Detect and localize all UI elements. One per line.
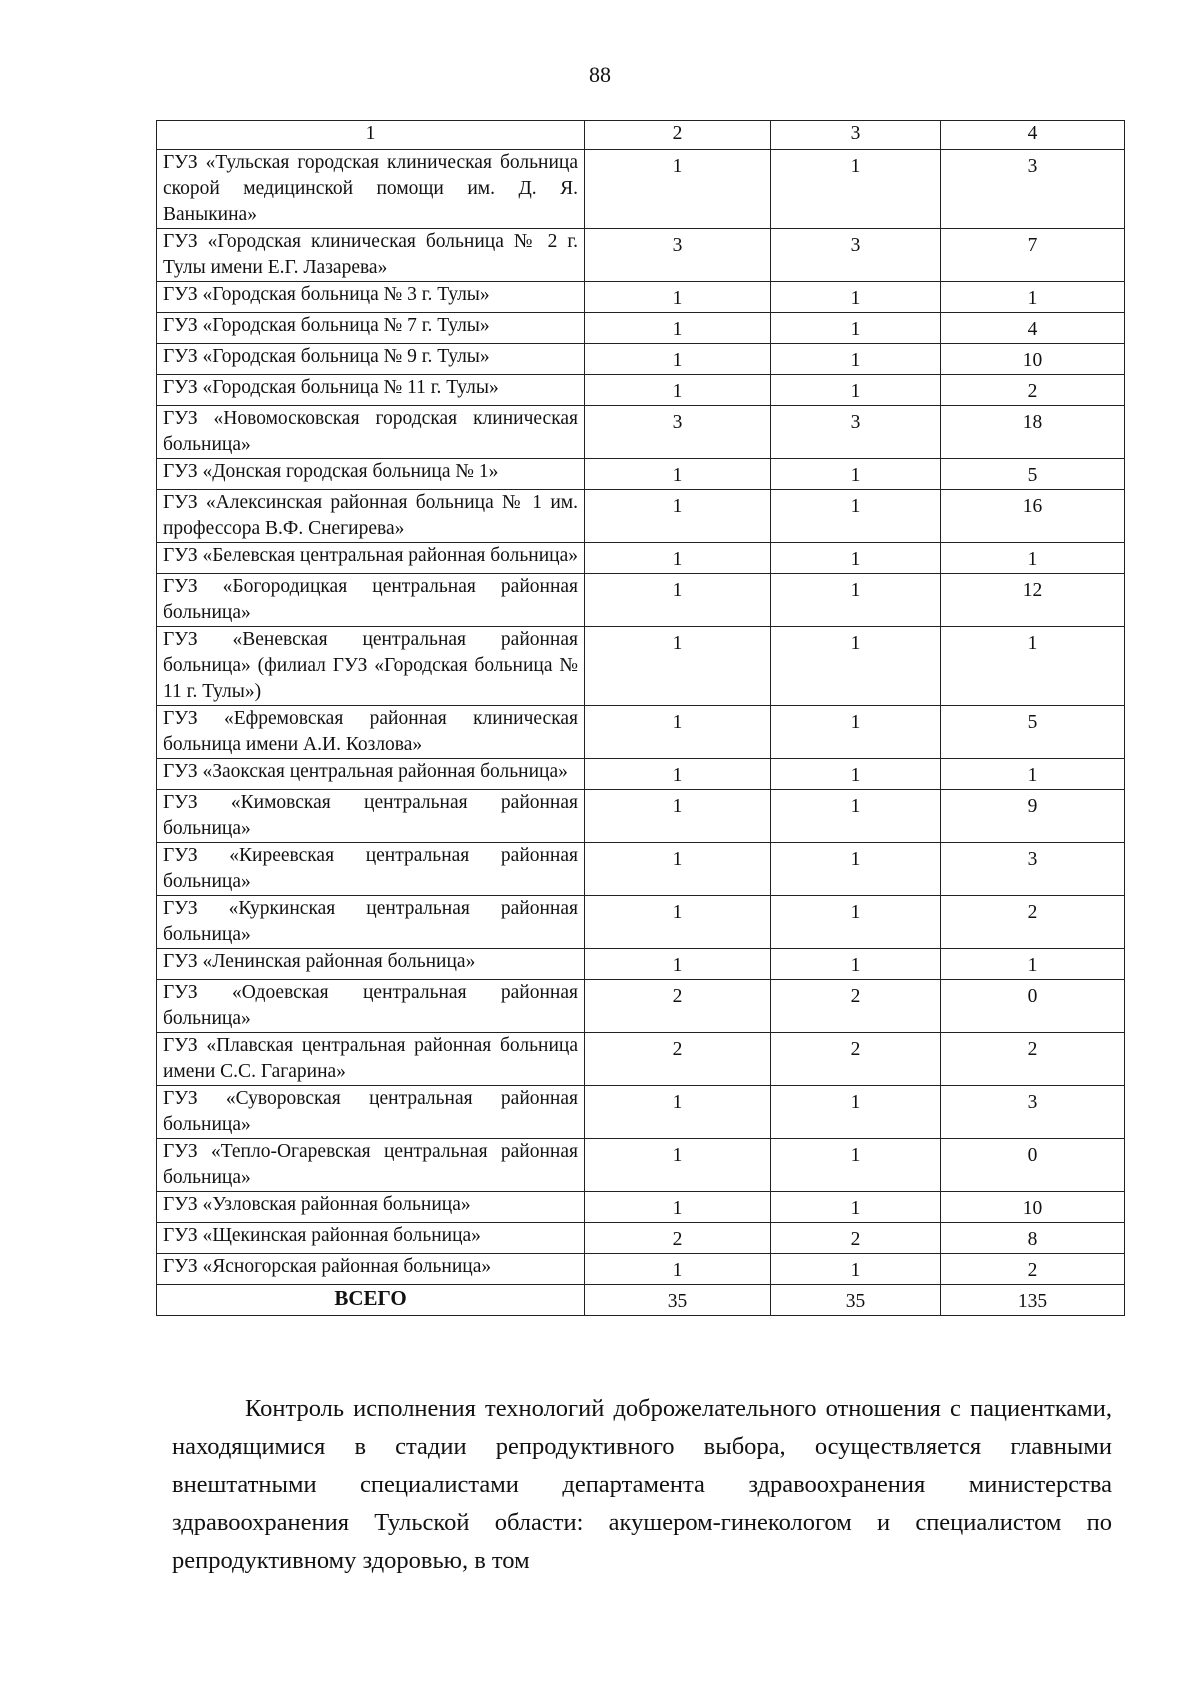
value-cell-2: 1 <box>585 843 771 896</box>
table-row <box>157 790 1125 843</box>
hospital-name-cell: ГУЗ «Киреевская центральная районная больница» <box>157 843 585 896</box>
value-cell-2: 1 <box>585 627 771 706</box>
value-cell-2: 1 <box>585 1254 771 1285</box>
hospital-name-cell: ГУЗ «Городская больница № 3 г. Тулы» <box>157 282 585 313</box>
value-cell-3: 1 <box>771 313 941 344</box>
value-cell-4: 12 <box>941 574 1125 627</box>
value-cell-2: 1 <box>585 1086 771 1139</box>
hospital-name-cell: ГУЗ «Донская городская больница № 1» <box>157 459 585 490</box>
hospital-name-cell: ГУЗ «Белевская центральная районная больница» <box>157 543 585 574</box>
table-row <box>157 1254 1125 1285</box>
value-cell-3: 1 <box>771 627 941 706</box>
table-row <box>157 1139 1125 1192</box>
value-cell-2: 1 <box>585 282 771 313</box>
value-cell-2: 1 <box>585 459 771 490</box>
hospital-name-cell: ГУЗ «Ефремовская районная клиническая больница имени А.И. Козлова» <box>157 706 585 759</box>
hospital-name-cell: ГУЗ «Суворовская центральная районная больница» <box>157 1086 585 1139</box>
value-cell-4: 0 <box>941 1139 1125 1192</box>
table-row <box>157 1223 1125 1254</box>
header-cell-2: 2 <box>585 121 771 150</box>
value-cell-4: 2 <box>941 375 1125 406</box>
hospital-name-cell: ГУЗ «Щекинская районная больница» <box>157 1223 585 1254</box>
hospital-name-cell: ГУЗ «Заокская центральная районная больница» <box>157 759 585 790</box>
value-cell-4: 1 <box>941 627 1125 706</box>
hospital-name-cell: ГУЗ «Ясногорская районная больница» <box>157 1254 585 1285</box>
value-cell-4: 3 <box>941 150 1125 229</box>
value-cell-4: 16 <box>941 490 1125 543</box>
header-cell-3: 3 <box>771 121 941 150</box>
value-cell-2: 1 <box>585 543 771 574</box>
table-row <box>157 375 1125 406</box>
value-cell-4: 0 <box>941 980 1125 1033</box>
table-row <box>157 1086 1125 1139</box>
value-cell-2: 2 <box>585 1033 771 1086</box>
value-cell-2: 1 <box>585 759 771 790</box>
value-cell-2: 3 <box>585 229 771 282</box>
value-cell-3: 1 <box>771 790 941 843</box>
table-row <box>157 229 1125 282</box>
value-cell-3: 1 <box>771 150 941 229</box>
table-row <box>157 543 1125 574</box>
value-cell-4: 1 <box>941 543 1125 574</box>
hospital-name-cell: ГУЗ «Узловская районная больница» <box>157 1192 585 1223</box>
value-cell-4: 3 <box>941 1086 1125 1139</box>
table-row <box>157 574 1125 627</box>
value-cell-4: 10 <box>941 344 1125 375</box>
value-cell-2: 3 <box>585 406 771 459</box>
value-cell-3: 1 <box>771 949 941 980</box>
value-cell-4: 9 <box>941 790 1125 843</box>
hospital-name-cell: ГУЗ «Городская больница № 11 г. Тулы» <box>157 375 585 406</box>
value-cell-4: 1 <box>941 949 1125 980</box>
value-cell-2: 1 <box>585 375 771 406</box>
table-row <box>157 313 1125 344</box>
value-cell-4: 2 <box>941 1254 1125 1285</box>
value-cell-4: 5 <box>941 706 1125 759</box>
value-cell-3: 1 <box>771 1254 941 1285</box>
value-cell-3: 1 <box>771 1192 941 1223</box>
hospital-name-cell: ГУЗ «Богородицкая центральная районная больница» <box>157 574 585 627</box>
value-cell-2: 1 <box>585 313 771 344</box>
hospital-table <box>156 120 1125 1316</box>
value-cell-2: 1 <box>585 490 771 543</box>
value-cell-2: 1 <box>585 790 771 843</box>
value-cell-3: 1 <box>771 574 941 627</box>
value-cell-2: 1 <box>585 949 771 980</box>
table-row <box>157 759 1125 790</box>
value-cell-3: 1 <box>771 490 941 543</box>
total-value-3: 35 <box>771 1285 941 1316</box>
value-cell-4: 2 <box>941 1033 1125 1086</box>
value-cell-3: 1 <box>771 543 941 574</box>
table-row <box>157 490 1125 543</box>
value-cell-3: 2 <box>771 1033 941 1086</box>
total-value-2: 35 <box>585 1285 771 1316</box>
value-cell-4: 2 <box>941 896 1125 949</box>
value-cell-4: 1 <box>941 759 1125 790</box>
value-cell-4: 5 <box>941 459 1125 490</box>
total-label: ВСЕГО <box>157 1285 585 1316</box>
table-row <box>157 282 1125 313</box>
value-cell-2: 2 <box>585 980 771 1033</box>
table-row <box>157 1033 1125 1086</box>
value-cell-3: 1 <box>771 1139 941 1192</box>
value-cell-4: 4 <box>941 313 1125 344</box>
value-cell-3: 1 <box>771 843 941 896</box>
value-cell-4: 7 <box>941 229 1125 282</box>
value-cell-3: 1 <box>771 459 941 490</box>
value-cell-4: 1 <box>941 282 1125 313</box>
table-row <box>157 896 1125 949</box>
value-cell-3: 1 <box>771 375 941 406</box>
value-cell-2: 1 <box>585 150 771 229</box>
value-cell-3: 1 <box>771 282 941 313</box>
hospital-name-cell: ГУЗ «Тепло-Огаревская центральная районная больница» <box>157 1139 585 1192</box>
table-row <box>157 150 1125 229</box>
table-row <box>157 949 1125 980</box>
value-cell-4: 10 <box>941 1192 1125 1223</box>
hospital-name-cell: ГУЗ «Веневская центральная районная больница» (филиал ГУЗ «Городская больница № 11 г. Тулы») <box>157 627 585 706</box>
hospital-name-cell: ГУЗ «Тульская городская клиническая больница скорой медицинской помощи им. Д. Я. Ваныкина» <box>157 150 585 229</box>
value-cell-2: 1 <box>585 1139 771 1192</box>
page-number: 88 <box>589 62 611 87</box>
value-cell-2: 1 <box>585 1192 771 1223</box>
hospital-name-cell: ГУЗ «Городская больница № 7 г. Тулы» <box>157 313 585 344</box>
hospital-name-cell: ГУЗ «Алексинская районная больница № 1 им. профессора В.Ф. Снегирева» <box>157 490 585 543</box>
hospital-name-cell: ГУЗ «Городская клиническая больница № 2 г. Тулы имени Е.Г. Лазарева» <box>157 229 585 282</box>
value-cell-3: 2 <box>771 980 941 1033</box>
table-body <box>157 121 1125 1316</box>
value-cell-4: 3 <box>941 843 1125 896</box>
value-cell-4: 8 <box>941 1223 1125 1254</box>
value-cell-3: 1 <box>771 344 941 375</box>
header-row <box>157 121 1125 150</box>
total-value-4: 135 <box>941 1285 1125 1316</box>
value-cell-2: 2 <box>585 1223 771 1254</box>
value-cell-3: 3 <box>771 229 941 282</box>
hospital-name-cell: ГУЗ «Одоевская центральная районная больница» <box>157 980 585 1033</box>
hospital-name-cell: ГУЗ «Ленинская районная больница» <box>157 949 585 980</box>
hospital-name-cell: ГУЗ «Плавская центральная районная больница имени С.С. Гагарина» <box>157 1033 585 1086</box>
hospital-name-cell: ГУЗ «Городская больница № 9 г. Тулы» <box>157 344 585 375</box>
header-cell-4: 4 <box>941 121 1125 150</box>
value-cell-4: 18 <box>941 406 1125 459</box>
hospital-name-cell: ГУЗ «Куркинская центральная районная больница» <box>157 896 585 949</box>
body-paragraph: Контроль исполнения технологий доброжелательного отношения с пациентками, находящимися в стадии репродуктивного выбора, осуществляется главными внештатными специалистами департамента здравоохранения министерства здравоохранения Тульской области: акушером-гинекологом и специалистом по репродуктивному здоровью, в том <box>172 1395 1112 1574</box>
table-row <box>157 406 1125 459</box>
value-cell-2: 1 <box>585 896 771 949</box>
table-row <box>157 344 1125 375</box>
total-row <box>157 1285 1125 1316</box>
table-row <box>157 980 1125 1033</box>
header-cell-1: 1 <box>157 121 585 150</box>
table-row <box>157 459 1125 490</box>
table-row <box>157 627 1125 706</box>
hospital-name-cell: ГУЗ «Кимовская центральная районная больница» <box>157 790 585 843</box>
value-cell-3: 2 <box>771 1223 941 1254</box>
hospital-name-cell: ГУЗ «Новомосковская городская клиническая больница» <box>157 406 585 459</box>
table-row <box>157 1192 1125 1223</box>
value-cell-3: 1 <box>771 896 941 949</box>
value-cell-3: 1 <box>771 1086 941 1139</box>
value-cell-3: 1 <box>771 759 941 790</box>
value-cell-3: 1 <box>771 706 941 759</box>
value-cell-2: 1 <box>585 574 771 627</box>
value-cell-2: 1 <box>585 706 771 759</box>
value-cell-3: 3 <box>771 406 941 459</box>
table-row <box>157 706 1125 759</box>
value-cell-2: 1 <box>585 344 771 375</box>
table-row <box>157 843 1125 896</box>
